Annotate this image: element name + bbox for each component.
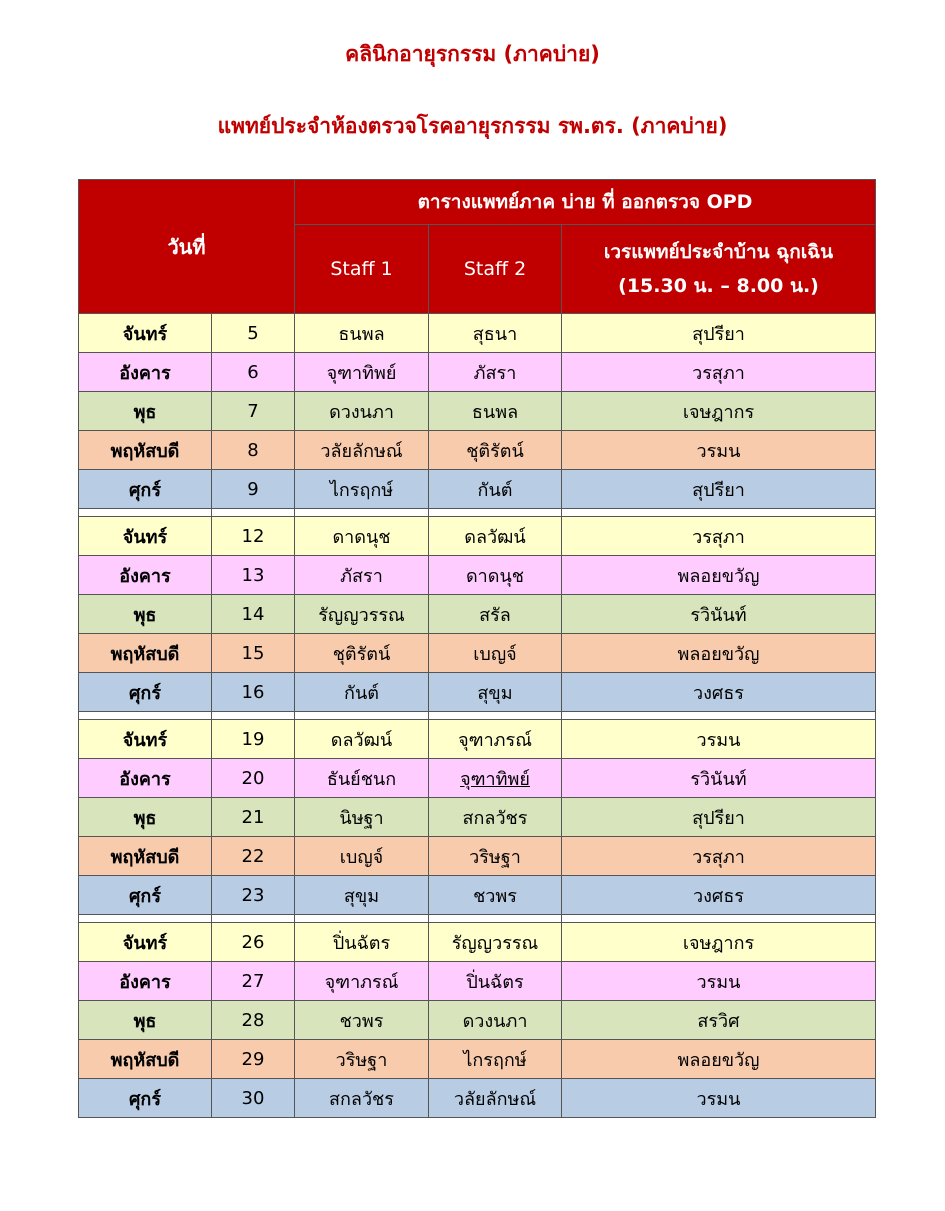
date-cell: 28 (212, 1001, 295, 1040)
staff1-cell: ดวงนภา (295, 392, 429, 431)
table-row (79, 1079, 876, 1118)
table-row (79, 759, 876, 798)
table-row (79, 1040, 876, 1079)
table-row (79, 962, 876, 1001)
date-cell: 14 (212, 595, 295, 634)
staff2-cell: ภัสรา (429, 353, 562, 392)
oncall-cell: พลอยขวัญ (562, 556, 876, 595)
oncall-header-line1: เวรแพทย์ประจำบ้าน ฉุกเฉิน (603, 241, 834, 263)
day-cell: พุธ (79, 595, 212, 634)
week-separator (79, 509, 876, 517)
oncall-cell: เจษฎากร (562, 923, 876, 962)
oncall-cell: รวินันท์ (562, 595, 876, 634)
staff1-cell: ธันย์ชนก (295, 759, 429, 798)
oncall-cell: วรมน (562, 1079, 876, 1118)
date-cell: 15 (212, 634, 295, 673)
staff2-cell: กันต์ (429, 470, 562, 509)
oncall-cell: วรมน (562, 431, 876, 470)
oncall-cell: วรสุภา (562, 517, 876, 556)
day-cell: จันทร์ (79, 923, 212, 962)
day-cell: พุธ (79, 392, 212, 431)
date-cell: 16 (212, 673, 295, 712)
table-row (79, 798, 876, 837)
staff1-cell: กันต์ (295, 673, 429, 712)
table-row (79, 876, 876, 915)
date-cell: 12 (212, 517, 295, 556)
staff2-cell: ไกรฤกษ์ (429, 1040, 562, 1079)
separator-cell (212, 509, 295, 517)
opd-header: ตารางแพทย์ภาค บ่าย ที่ ออกตรวจ OPD (295, 180, 876, 225)
oncall-cell: สรวิศ (562, 1001, 876, 1040)
date-cell: 22 (212, 837, 295, 876)
separator-cell (79, 915, 212, 923)
date-cell: 30 (212, 1079, 295, 1118)
staff1-cell: ดาดนุช (295, 517, 429, 556)
staff2-cell: จุฑาภรณ์ (429, 720, 562, 759)
staff2-cell: เบญจ์ (429, 634, 562, 673)
day-cell: ศุกร์ (79, 876, 212, 915)
date-cell: 9 (212, 470, 295, 509)
staff1-cell: ชวพร (295, 1001, 429, 1040)
oncall-cell: วรสุภา (562, 837, 876, 876)
table-row (79, 517, 876, 556)
page-subtitle: แพทย์ประจำห้องตรวจโรคอายุรกรรม รพ.ตร. (ภาคบ่าย) (217, 114, 728, 138)
separator-cell (429, 915, 562, 923)
staff2-cell: ชุติรัตน์ (429, 431, 562, 470)
table-row (79, 314, 876, 353)
staff2-cell: ดวงนภา (429, 1001, 562, 1040)
staff2-header: Staff 2 (429, 225, 562, 314)
staff1-cell: สุขุม (295, 876, 429, 915)
staff2-cell: ชวพร (429, 876, 562, 915)
staff1-cell: วลัยลักษณ์ (295, 431, 429, 470)
oncall-cell: วรสุภา (562, 353, 876, 392)
table-row (79, 353, 876, 392)
table-row (79, 634, 876, 673)
date-cell: 7 (212, 392, 295, 431)
separator-cell (212, 915, 295, 923)
date-cell: 5 (212, 314, 295, 353)
table-row (79, 673, 876, 712)
oncall-cell: วรมน (562, 720, 876, 759)
table-row (79, 392, 876, 431)
staff1-cell: สกลวัชร (295, 1079, 429, 1118)
date-cell: 8 (212, 431, 295, 470)
staff1-cell: ภัสรา (295, 556, 429, 595)
schedule-body (79, 314, 876, 1118)
separator-cell (429, 509, 562, 517)
staff1-cell: ธนพล (295, 314, 429, 353)
separator-cell (562, 915, 876, 923)
date-cell: 29 (212, 1040, 295, 1079)
separator-cell (562, 509, 876, 517)
staff1-cell: จุฑาทิพย์ (295, 353, 429, 392)
date-cell: 20 (212, 759, 295, 798)
day-cell: ศุกร์ (79, 673, 212, 712)
date-cell: 13 (212, 556, 295, 595)
day-cell: อังคาร (79, 962, 212, 1001)
separator-cell (295, 915, 429, 923)
oncall-header-line2: (15.30 น. – 8.00 น.) (618, 275, 819, 297)
separator-cell (429, 712, 562, 720)
staff1-cell: จุฑาภรณ์ (295, 962, 429, 1001)
day-cell: พุธ (79, 798, 212, 837)
day-cell: พฤหัสบดี (79, 1040, 212, 1079)
staff2-cell: วลัยลักษณ์ (429, 1079, 562, 1118)
staff2-cell: สุธนา (429, 314, 562, 353)
oncall-cell: สุปรียา (562, 470, 876, 509)
schedule-table (78, 179, 876, 1118)
staff2-cell: จุฑาทิพย์ (429, 759, 562, 798)
date-header: วันที่ (79, 180, 295, 314)
day-cell: พฤหัสบดี (79, 431, 212, 470)
separator-cell (295, 712, 429, 720)
day-cell: อังคาร (79, 556, 212, 595)
day-cell: จันทร์ (79, 314, 212, 353)
oncall-cell: เจษฎากร (562, 392, 876, 431)
day-cell: พฤหัสบดี (79, 837, 212, 876)
staff2-cell: วริษฐา (429, 837, 562, 876)
oncall-cell: สุปรียา (562, 798, 876, 837)
staff2-cell: ดลวัฒน์ (429, 517, 562, 556)
staff2-cell: รัญญวรรณ (429, 923, 562, 962)
date-cell: 23 (212, 876, 295, 915)
separator-cell (79, 712, 212, 720)
staff2-cell: สรัล (429, 595, 562, 634)
staff1-header: Staff 1 (295, 225, 429, 314)
staff2-cell: ปิ่นฉัตร (429, 962, 562, 1001)
staff1-cell: รัญญวรรณ (295, 595, 429, 634)
table-row (79, 923, 876, 962)
staff1-cell: ชุติรัตน์ (295, 634, 429, 673)
day-cell: อังคาร (79, 759, 212, 798)
oncall-cell: วงศธร (562, 673, 876, 712)
separator-cell (295, 509, 429, 517)
separator-cell (562, 712, 876, 720)
day-cell: จันทร์ (79, 517, 212, 556)
oncall-cell: สุปรียา (562, 314, 876, 353)
separator-cell (79, 509, 212, 517)
staff2-cell: สกลวัชร (429, 798, 562, 837)
date-cell: 26 (212, 923, 295, 962)
staff1-cell: วริษฐา (295, 1040, 429, 1079)
staff2-cell: สุขุม (429, 673, 562, 712)
staff1-cell: นิษฐา (295, 798, 429, 837)
day-cell: อังคาร (79, 353, 212, 392)
table-row (79, 720, 876, 759)
day-cell: ศุกร์ (79, 470, 212, 509)
oncall-cell: วงศธร (562, 876, 876, 915)
day-cell: พฤหัสบดี (79, 634, 212, 673)
staff1-cell: ไกรฤกษ์ (295, 470, 429, 509)
day-cell: ศุกร์ (79, 1079, 212, 1118)
staff1-cell: ปิ่นฉัตร (295, 923, 429, 962)
date-cell: 21 (212, 798, 295, 837)
week-separator (79, 915, 876, 923)
oncall-cell: วรมน (562, 962, 876, 1001)
page-title: คลินิกอายุรกรรม (ภาคบ่าย) (345, 42, 600, 66)
oncall-cell: รวินันท์ (562, 759, 876, 798)
day-cell: พุธ (79, 1001, 212, 1040)
table-row (79, 837, 876, 876)
staff1-cell: ดลวัฒน์ (295, 720, 429, 759)
oncall-cell: พลอยขวัญ (562, 1040, 876, 1079)
date-cell: 6 (212, 353, 295, 392)
oncall-cell: พลอยขวัญ (562, 634, 876, 673)
date-cell: 27 (212, 962, 295, 1001)
staff1-cell: เบญจ์ (295, 837, 429, 876)
staff2-cell: ดาดนุช (429, 556, 562, 595)
table-row (79, 470, 876, 509)
week-separator (79, 712, 876, 720)
staff2-cell: ธนพล (429, 392, 562, 431)
date-cell: 19 (212, 720, 295, 759)
separator-cell (212, 712, 295, 720)
table-row (79, 556, 876, 595)
table-row (79, 1001, 876, 1040)
table-row (79, 431, 876, 470)
oncall-header (562, 225, 876, 314)
table-row (79, 595, 876, 634)
day-cell: จันทร์ (79, 720, 212, 759)
